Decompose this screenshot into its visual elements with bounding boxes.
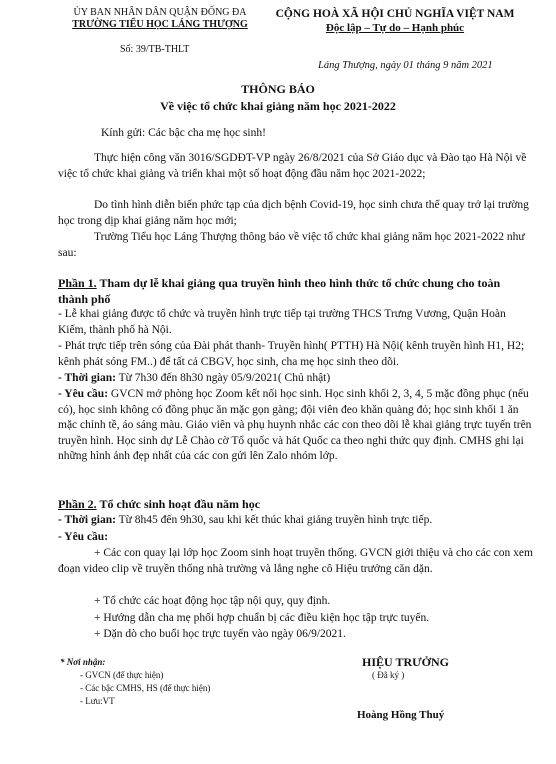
nation-motto: Độc lập – Tự do – Hạnh phúc [325, 22, 465, 34]
time-value: Từ 7h30 đến 8h30 ngày 05/9/2021( Chủ nhật) [115, 372, 331, 384]
intro-paragraph: Trường Tiểu học Láng Thượng thông báo về việc tổ chức khai giảng năm học 2021-2022 như sau: [58, 231, 525, 259]
time-label: - Thời gian: [58, 514, 116, 526]
section-2-heading [58, 497, 532, 513]
document-number: Số: 39/TB-THLT [120, 44, 190, 55]
section-2-requirements [58, 530, 534, 546]
recipient-item: - Các bậc CMHS, HS (để thực hiện) [80, 683, 211, 693]
section-1-heading [58, 276, 532, 307]
header-right [262, 7, 528, 35]
section-2-list-item: + Hướng dẫn cha mẹ phối hợp chuẩn bị các điều kiện học tập trực tuyến. [94, 612, 430, 624]
header-left [60, 7, 260, 31]
section-1-time [58, 371, 534, 387]
section-2-time [58, 513, 534, 529]
requirements-label: - Yêu cầu: [58, 388, 109, 400]
recipient-item: - GVCN (để thực hiện) [80, 670, 164, 680]
section-1-paragraph: - Lễ khai giảng được tổ chức và truyền hình trực tiếp tại trường THCS Trưng Vương, Quận Hoàn Kiếm, thành phố hà Nội. [58, 308, 506, 336]
greeting: Kính gửi: Các bậc cha mẹ học sinh! [101, 127, 266, 139]
section-2-list-item: + Tổ chức các hoạt động học tập nội quy, quy định. [94, 595, 331, 607]
intro-paragraph: Do tình hình diễn biến phức tạp của dịch bệnh Covid-19, học sinh chưa thể quay trở lại trường học trong dịp khai giảng năm học mới; [58, 199, 529, 227]
place-date: Láng Thượng, ngày 01 tháng 9 năm 2021 [318, 60, 493, 71]
section-2-list-item: + Dặn dò cho buổi học trực tuyến vào ngày 06/9/2021. [94, 628, 346, 640]
recipient-item: - Lưu:VT [80, 696, 115, 706]
nation-title: CỘNG HOÀ XÃ HỘI CHỦ NGHĨA VIỆT NAM [275, 8, 515, 20]
time-label: - Thời gian: [58, 372, 116, 384]
section-2-title: Tổ chức sinh hoạt đầu năm học [96, 497, 261, 511]
document-title: THÔNG BÁO [241, 82, 315, 96]
section-1-requirements [58, 387, 534, 465]
section-1-paragraph: - Phát trực tiếp trên sóng của Đài phát thanh- Truyền hình( PTTH) Hà Nội( kênh truyền hình H1, H2; kênh phát sóng FM..) để tất cả CBGV, học sinh, cha mẹ học sinh theo dõi. [58, 340, 525, 368]
document-subtitle: Về việc tổ chức khai giảng năm học 2021-2022 [160, 99, 396, 113]
authority-name: ỦY BAN NHÂN DÂN QUẬN ĐỐNG ĐA [73, 7, 247, 18]
intro-paragraph: Thực hiện công văn 3016/SGDĐT-VP ngày 26/8/2021 của Sở Giáo dục và Đào tạo Hà Nội về việc tổ chức khai giảng và triển khai một số hoạt động đầu năm học 2021-2022; [58, 152, 527, 180]
section-2-label: Phần 2. [58, 497, 97, 511]
section-1-title: Tham dự lễ khai giảng qua truyền hình theo hình thức tổ chức chung cho toàn thành phố [58, 276, 501, 306]
time-value: Từ 8h45 đến 9h30, sau khi kết thúc khai giảng truyền hình trực tiếp. [115, 514, 433, 526]
requirements-label: - Yêu cầu: [58, 531, 109, 543]
signature-title: HIỆU TRƯỞNG [362, 655, 450, 669]
school-name: TRƯỜNG TIỂU HỌC LÁNG THƯỢNG [72, 19, 248, 30]
requirements-text: GVCN mở phòng học Zoom kết nối học sinh. Học sinh khối 2, 3, 4, 5 mặc đồng phục (nếu có), học sinh không có đồng phục ăn mặc gọn gàng; đội viên đeo khăn quàng đỏ; học sinh khối 1 ăn mặc chỉnh tề, áo sáng màu. Giáo viên và phụ huynh nhắc các con theo dõi lễ khai giảng trực tuyến trên truyền hình. Học sinh dự Lễ Chào cờ Tổ quốc và hát Quốc ca theo nghi thức quy định. CMHS ghi lại những hình ảnh đẹp nhất của các con gửi lên Zalo nhóm lớp. [58, 388, 532, 462]
section-1-label: Phần 1. [58, 276, 97, 290]
signature-note: ( Đã ký ) [372, 670, 405, 680]
section-2-list-item: + Các con quay lại lớp học Zoom sinh hoạt truyền thống. GVCN giới thiệu và cho các con xem đoạn video clip về truyền thống nhà trường và lắng nghe cô Hiệu trưởng căn dặn. [58, 547, 533, 575]
signer-name: Hoàng Hồng Thuý [357, 709, 445, 721]
recipients-title: * Nơi nhận: [60, 657, 106, 667]
